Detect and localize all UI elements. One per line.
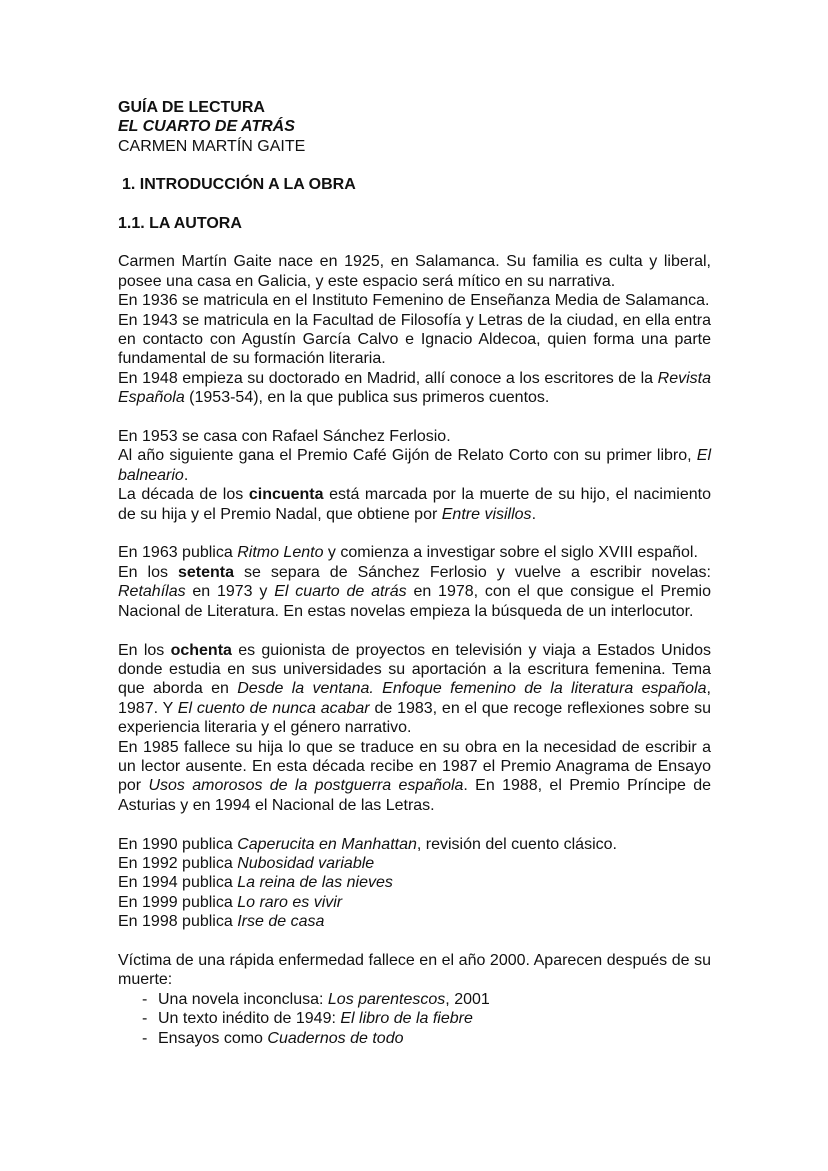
list-item — [118, 1009, 711, 1028]
italic-title: Los parentescos — [327, 990, 446, 1008]
text: En los — [118, 563, 178, 581]
spacer — [118, 408, 711, 427]
italic-title: Ritmo Lento — [237, 544, 324, 562]
bold-decade: ochenta — [170, 641, 232, 659]
publications-list — [118, 835, 711, 932]
spacer — [118, 932, 711, 951]
text: . — [531, 505, 537, 523]
text: En 1992 publica — [118, 854, 238, 872]
dash-bullet-icon: - — [142, 1010, 148, 1028]
spacer — [118, 815, 711, 834]
publication-item — [118, 854, 711, 873]
spacer — [118, 524, 711, 543]
list-item — [118, 990, 711, 1009]
text: En 1963 publica — [118, 544, 238, 562]
italic-title: El cuento de nunca acabar — [177, 699, 370, 717]
paragraph-eighties — [118, 641, 711, 738]
text: Una novela inconclusa: — [158, 990, 328, 1008]
posthumous-list — [118, 990, 711, 1048]
text: , revisión del cuento clásico. — [416, 835, 617, 853]
text: . En 1988, el Premio Príncipe de Asturias y en 1994 el Nacional de las Letras. — [118, 777, 711, 814]
paragraph-1943: En 1943 se matricula en la Facultad de Filosofía y Letras de la ciudad, en ella entra en contacto con Agustín García Calvo e Ignacio Aldecoa, quien forma una parte fundamental de su formación literaria. — [118, 311, 711, 368]
guide-title: GUÍA DE LECTURA — [118, 99, 265, 116]
text: En 1998 publica — [118, 913, 238, 931]
text: En los — [118, 641, 171, 659]
list-item — [118, 1029, 711, 1048]
italic-title: Caperucita en Manhattan — [237, 835, 417, 853]
spacer — [118, 621, 711, 640]
italic-title: El libro de la fiebre — [340, 1010, 473, 1028]
italic-title: El balneario — [118, 447, 711, 484]
paragraph-1985 — [118, 738, 711, 816]
italic-title: Cuadernos de todo — [267, 1029, 404, 1047]
dash-bullet-icon: - — [142, 1029, 148, 1047]
paragraph-1936: En 1936 se matricula en el Instituto Femenino de Enseñanza Media de Salamanca. — [118, 292, 710, 310]
text: Ensayos como — [158, 1029, 268, 1047]
text: En 1985 fallece su hija lo que se traduce en su obra en la necesidad de escribir a un lector ausente. En esta década recibe en 1987 el Premio Anagrama de Ensayo por — [118, 738, 711, 795]
paragraph-seventies — [118, 563, 711, 621]
italic-title: Lo raro es vivir — [237, 893, 343, 911]
text: En 1948 empieza su doctorado en Madrid, allí conoce a los escritores de la — [118, 369, 658, 387]
italic-title: Entre visillos — [441, 505, 532, 523]
spacer — [118, 233, 711, 252]
text: , 1987. Y — [118, 680, 711, 717]
italic-title: Retahílas — [118, 583, 186, 601]
publication-item — [118, 835, 711, 854]
text: En 1999 publica — [118, 893, 238, 911]
text: es guionista de proyectos en televisión y viaja a Estados Unidos donde estudia en sus universidades su aportación a la escritura femenina. Tema que aborda en — [118, 641, 711, 698]
paragraph-1963 — [118, 543, 711, 562]
italic-title: Irse de casa — [237, 913, 325, 931]
text: En 1994 publica — [118, 874, 238, 892]
text: Un texto inédito de 1949: — [158, 1010, 341, 1028]
bold-decade: setenta — [178, 563, 235, 581]
text: de 1983, en el que recoge reflexiones sobre su experiencia literaria y el género narrativo. — [118, 699, 712, 737]
section-heading: 1. INTRODUCCIÓN A LA OBRA — [122, 176, 356, 194]
subsection-heading: 1.1. LA AUTORA — [118, 214, 242, 232]
paragraph-cafe-gijon — [118, 446, 711, 485]
book-title: EL CUARTO DE ATRÁS — [118, 118, 295, 136]
text: Al año siguiente gana el Premio Café Gijón de Relato Corto con su primer libro, — [118, 447, 697, 465]
text: (1953-54), en la que publica sus primeros cuentos. — [184, 389, 550, 407]
text: se separa de Sánchez Ferlosio y vuelve a escribir novelas: — [234, 563, 711, 581]
document-page — [118, 98, 711, 1048]
text: La década de los — [118, 486, 249, 504]
text: está marcada por la muerte de su hijo, el nacimiento de su hija y el Premio Nadal, que obtiene por — [118, 486, 711, 523]
italic-title: El cuarto de atrás — [274, 583, 407, 601]
text: En 1990 publica — [118, 835, 238, 853]
text: , 2001 — [445, 990, 490, 1008]
paragraph-death: Víctima de una rápida enfermedad fallece en el año 2000. Aparecen después de su muerte: — [118, 951, 711, 989]
publication-item — [118, 912, 711, 931]
text: en 1978, con el que consigue el Premio Nacional de Literatura. En estas novelas empieza la búsqueda de un interlocutor. — [118, 583, 712, 620]
text: . — [183, 466, 189, 484]
italic-title: Revista Española — [118, 369, 711, 407]
italic-title: Usos amorosos de la postguerra española — [148, 777, 464, 795]
paragraph-birth: Carmen Martín Gaite nace en 1925, en Salamanca. Su familia es culta y liberal, posee una casa en Galicia, y este espacio será mítico en su narrativa. — [118, 253, 711, 290]
author-name: CARMEN MARTÍN GAITE — [118, 137, 306, 155]
italic-title: La reina de las nieves — [237, 874, 393, 892]
italic-title: Desde la ventana. Enfoque femenino de la literatura española — [237, 680, 707, 698]
document-title-block — [118, 98, 711, 156]
italic-title: Nubosidad variable — [237, 854, 375, 872]
dash-bullet-icon: - — [142, 990, 148, 1008]
publication-item — [118, 893, 711, 912]
paragraph-1953: En 1953 se casa con Rafael Sánchez Ferlosio. — [118, 428, 451, 446]
paragraph-fifties — [118, 485, 711, 524]
text: y comienza a investigar sobre el siglo XVIII español. — [323, 544, 698, 562]
text: en 1973 y — [185, 583, 275, 601]
publication-item — [118, 873, 711, 892]
bold-decade: cincuenta — [248, 486, 324, 504]
paragraph-1948 — [118, 369, 711, 408]
